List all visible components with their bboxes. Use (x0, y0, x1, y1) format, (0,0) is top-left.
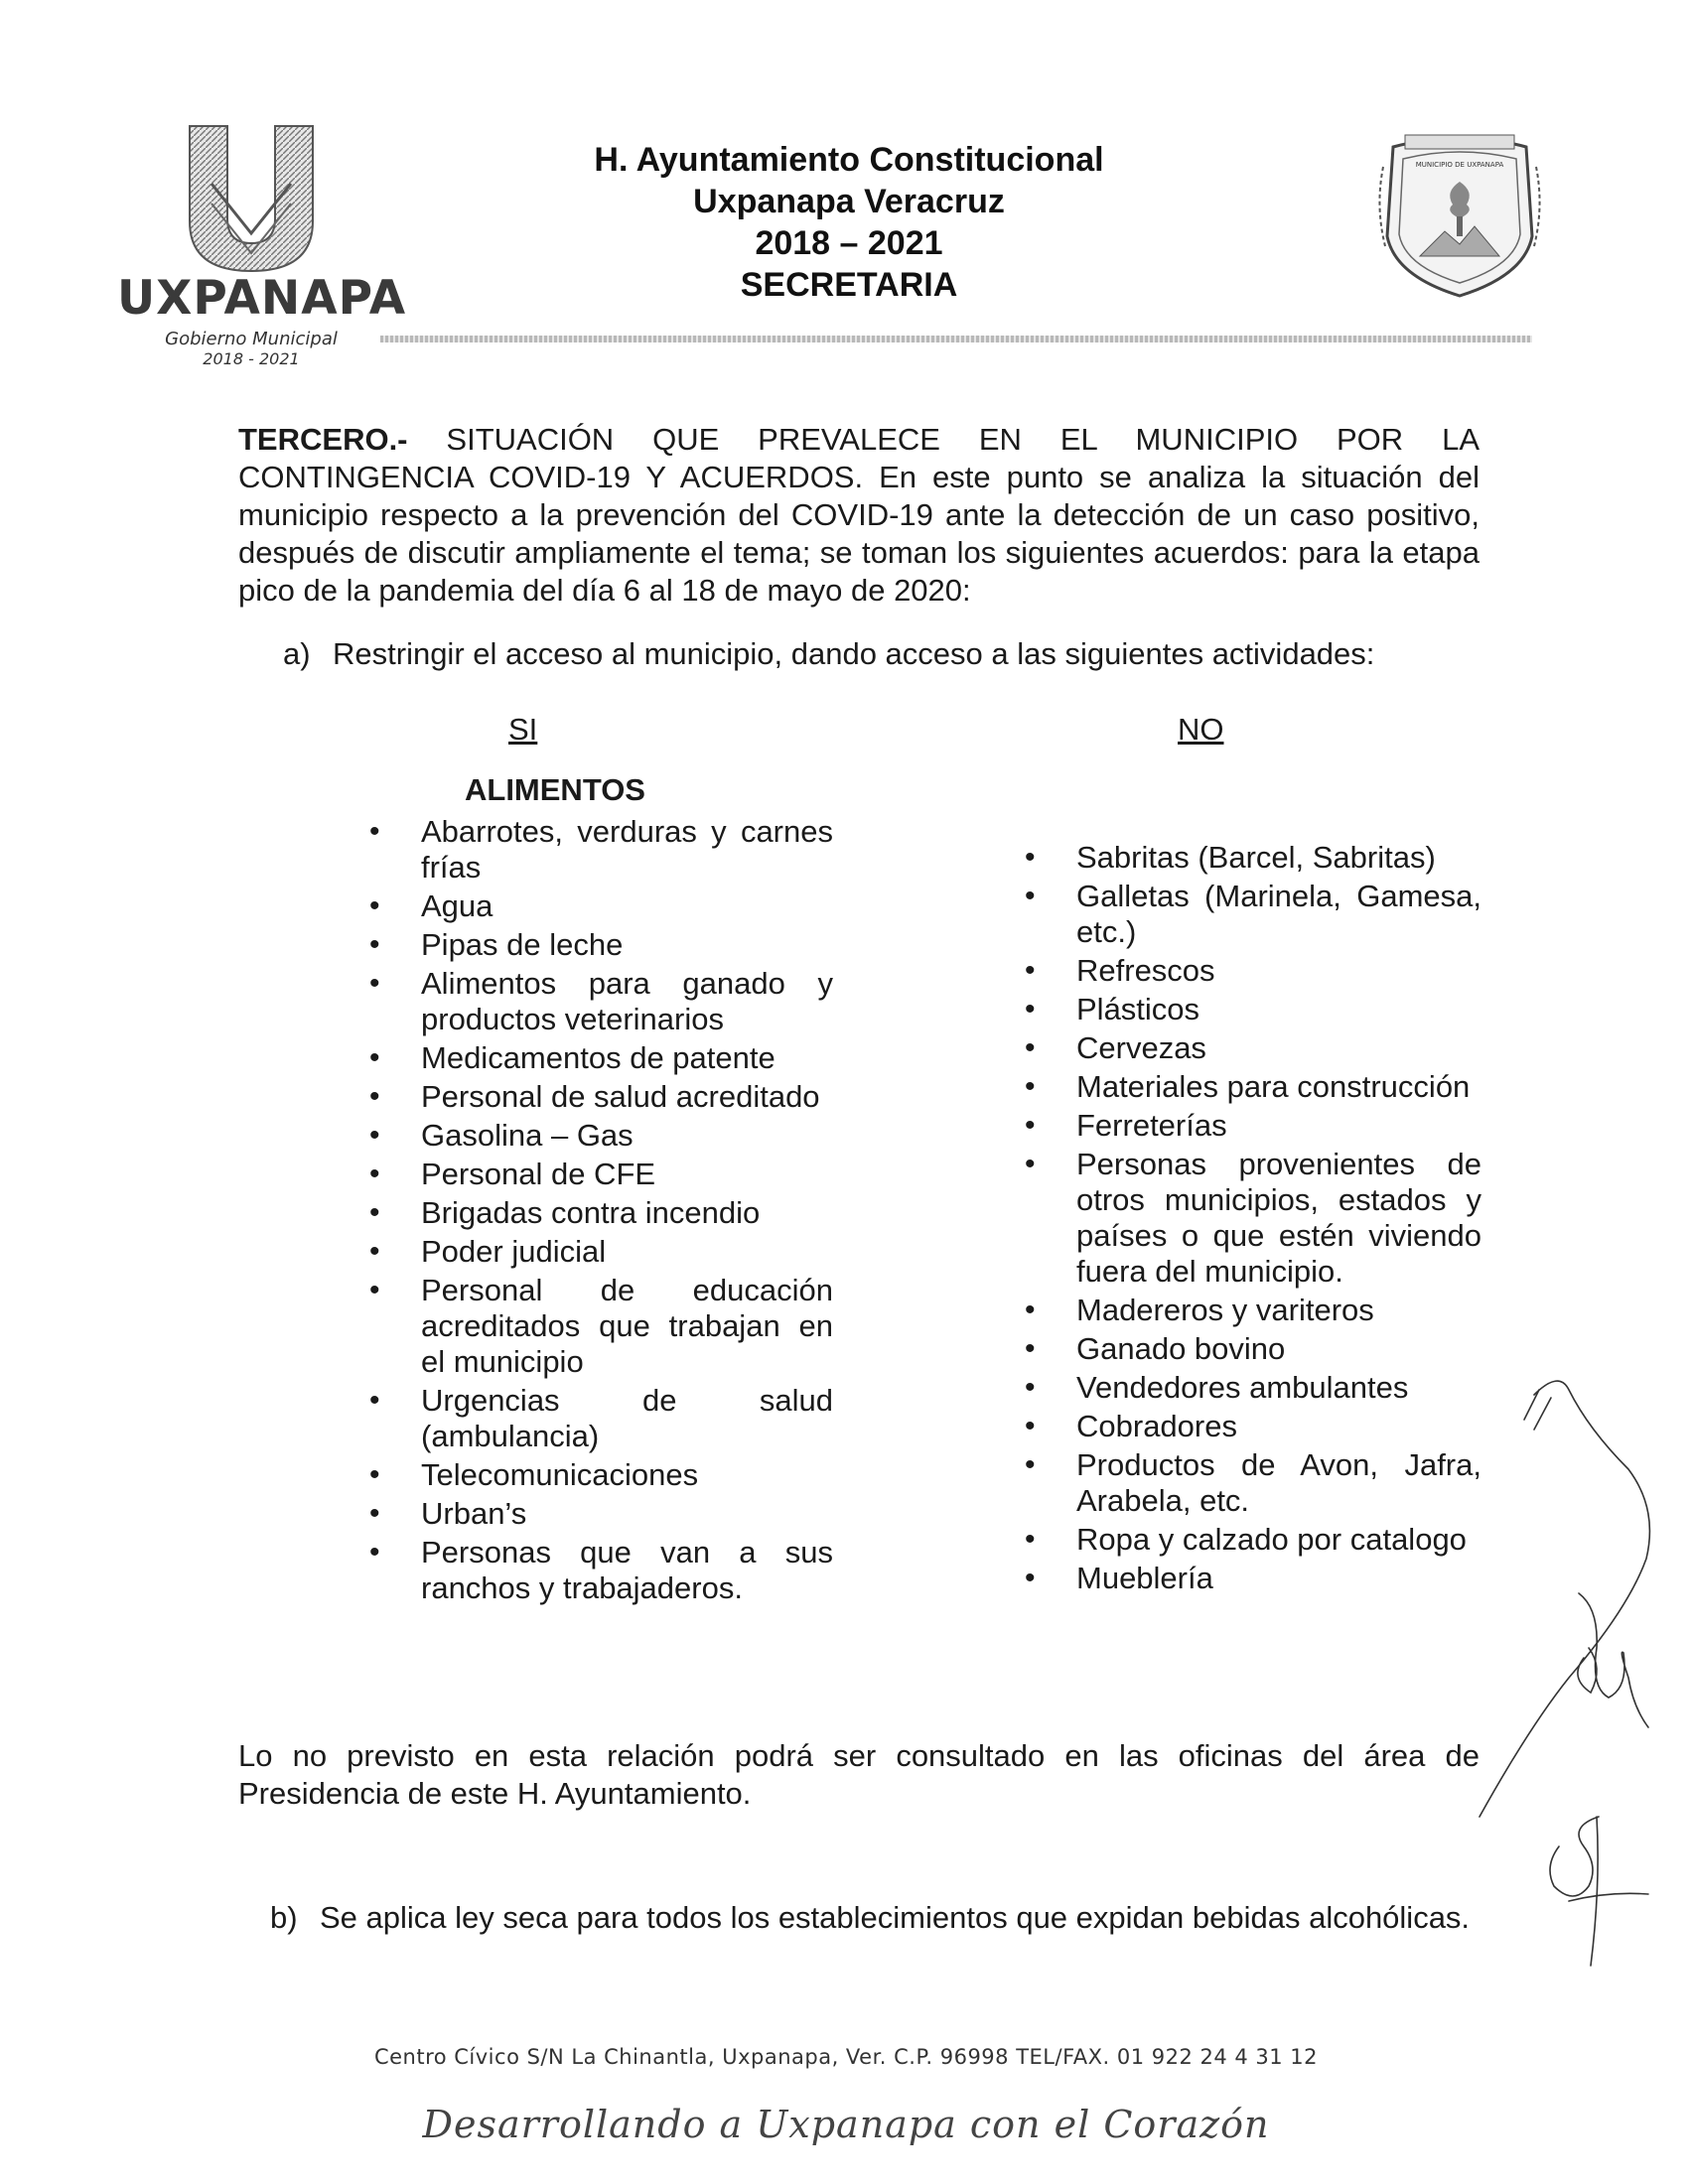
municipal-logo (117, 124, 407, 368)
list-item: • Productos de Avon, Jafra, Arabela, etc. (1017, 1447, 1481, 1519)
list-item: • Refrescos (1017, 953, 1481, 989)
list-item: • Urgencias de salud (ambulancia) (361, 1383, 833, 1454)
list-item: • Abarrotes, verduras y carnes frías (361, 814, 833, 886)
item-a (283, 635, 1374, 673)
footer-motto: Desarrollando a Uxpanapa con el Corazón (422, 2103, 1270, 2146)
list-item: • Agua (361, 888, 833, 924)
logo-years: 2018 - 2021 (203, 348, 300, 368)
tercero-label: TERCERO.- (238, 422, 408, 457)
list-item: • Brigadas contra incendio (361, 1195, 833, 1231)
tercero-text: SITUACIÓN QUE PREVALECE EN EL MUNICIPIO POR LA CONTINGENCIA COVID-19 Y ACUERDOS. En este punto se analiza la situación del municipio respecto a la prevención del COVID-19 ante la detección de un caso positivo, después de discutir ampliamente el tema; se toman los siguientes acuerdos: para la etapa pico de la pandemia del día 6 al 18 de mayo de 2020: (238, 422, 1480, 608)
footer-address: Centro Cívico S/N La Chinantla, Uxpanapa, Ver. C.P. 96998 TEL/FAX. 01 922 24 4 31 12 (373, 2045, 1319, 2069)
list-item: • Personal de CFE (361, 1157, 833, 1192)
list-item: • Plásticos (1017, 992, 1481, 1027)
item-a-label: a) (283, 636, 311, 671)
list-item: • Ropa y calzado por catalogo (1017, 1522, 1481, 1558)
header-line-secretaria: SECRETARIA (740, 266, 958, 304)
list-item: • Materiales para construcción (1017, 1069, 1481, 1105)
list-item: • Cobradores (1017, 1409, 1481, 1444)
logo-name: UXPANAPA (117, 271, 407, 326)
item-b-label: b) (270, 1900, 298, 1935)
list-item: • Urban’s (361, 1496, 833, 1532)
list-item: • Madereros y variteros (1017, 1293, 1481, 1328)
list-item: • Vendedores ambulantes (1017, 1370, 1481, 1406)
alimentos-heading: ALIMENTOS (465, 772, 645, 807)
item-b (270, 1899, 1480, 1937)
list-item: • Medicamentos de patente (361, 1040, 833, 1076)
item-b-text: Se aplica ley seca para todos los establecimientos que expidan bebidas alcohólicas. (320, 1900, 1471, 1935)
logo-subtitle: Gobierno Municipal (165, 329, 338, 349)
list-item: • Ganado bovino (1017, 1331, 1481, 1367)
list-item: • Personas que van a sus ranchos y trabajaderos. (361, 1535, 833, 1606)
list-item: • Poder judicial (361, 1234, 833, 1270)
municipal-seal-icon (1375, 127, 1544, 301)
seal-text: MUNICIPIO DE UXPANAPA (1415, 161, 1504, 169)
list-item: • Personas provenientes de otros municipios, estados y países o que estén viviendo fuera del municipio. (1017, 1147, 1481, 1290)
list-item: • Personal de educación acreditados que trabajan en el municipio (361, 1273, 833, 1380)
header-line-period: 2018 – 2021 (755, 224, 943, 262)
uxpanapa-u-logo-icon (182, 124, 321, 273)
list-item: • Cervezas (1017, 1030, 1481, 1066)
handwritten-signature-icon (1331, 1350, 1668, 2005)
list-item: • Alimentos para ganado y productos veterinarios (361, 966, 833, 1037)
header-line-ayuntamiento: H. Ayuntamiento Constitucional (594, 141, 1104, 179)
si-column-heading: SI (508, 712, 538, 747)
item-a-text: Restringir el acceso al municipio, dando acceso a las siguientes actividades: (333, 636, 1375, 671)
list-item: • Sabritas (Barcel, Sabritas) (1017, 840, 1481, 876)
list-item: • Pipas de leche (361, 927, 833, 963)
header-divider (380, 336, 1532, 342)
si-list (361, 814, 833, 1609)
list-item: • Gasolina – Gas (361, 1118, 833, 1154)
no-column-heading: NO (1178, 712, 1224, 747)
list-item: • Mueblería (1017, 1561, 1481, 1596)
list-item: • Personal de salud acreditado (361, 1079, 833, 1115)
list-item: • Telecomunicaciones (361, 1457, 833, 1493)
list-item: • Ferreterías (1017, 1108, 1481, 1144)
lo-no-previsto-paragraph: Lo no previsto en esta relación podrá ser consultado en las oficinas del área de Presidencia de este H. Ayuntamiento. (238, 1738, 1480, 1811)
tercero-paragraph (238, 421, 1480, 610)
list-item: • Galletas (Marinela, Gamesa, etc.) (1017, 879, 1481, 950)
document-header (477, 139, 1221, 306)
header-line-location: Uxpanapa Veracruz (693, 183, 1005, 220)
